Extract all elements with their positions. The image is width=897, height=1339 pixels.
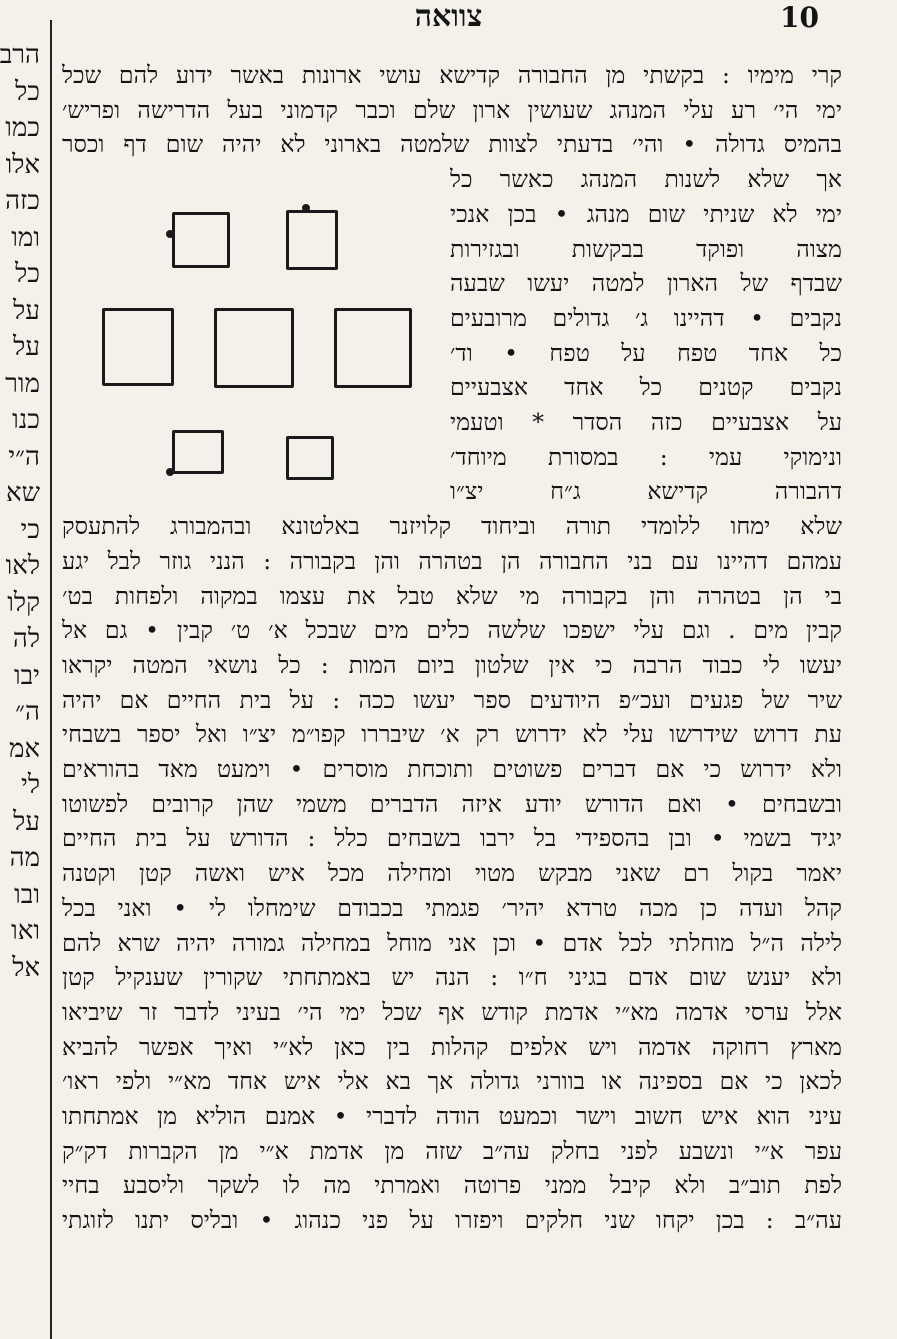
fragment-word: ואו	[11, 916, 40, 946]
fragment-word: אלו	[5, 149, 40, 180]
fragment-word: כי	[20, 514, 40, 545]
fragment-word: אל	[12, 952, 40, 983]
fragment-word: כזה	[5, 186, 40, 216]
small-hole-top-left	[172, 212, 230, 268]
page-number: 10	[780, 1, 819, 34]
text-line: ובשבחים • ואם הדורש יודע איזה הדברים משמי שהן קרובים לפשוטו	[62, 789, 842, 818]
text-line: אלל ערסי אדמה מא״י אדמת קודש אף שכל ימי הי׳ בעיני לדבר זר שיביאו	[62, 997, 842, 1026]
fragment-word: ובו	[14, 879, 40, 910]
large-hole-right	[334, 308, 412, 388]
fragment-word: מה	[9, 843, 40, 873]
text-line: עה״ב : בכן יקחו שני חלקים ויפזרו על פני כנהוג • ובליס יתנו לזוגתי	[62, 1206, 842, 1235]
mark-dot	[166, 230, 174, 238]
fragment-word: הרב	[0, 40, 40, 70]
fragment-word: שא	[5, 478, 40, 508]
text-line: מצוה ופוקד בבקשות ובגזירות	[450, 234, 842, 263]
fragment-word: על	[13, 332, 40, 362]
text-line: בי הן בטהרה והן בקבורה מי שלא טבל את עצמו במקוה ולפחות בט׳	[62, 581, 842, 610]
text-line: לילה ה״ל מוחלתי לכל אדם • וכן אני מוחל במחילה גמורה יהיה שרא להם	[62, 928, 842, 957]
small-hole-bottom-right	[286, 436, 334, 480]
running-title: צוואה	[414, 0, 483, 34]
text-line: ולא ידרוש כי אם דברים פשוטים ותוכחת מוסרים • וימעט מאד בהוראים	[62, 755, 842, 783]
large-hole-left	[102, 308, 174, 386]
column-divider	[50, 20, 52, 1339]
text-line: ימי לא שניתי שום מנהג • בכן אנכי	[450, 199, 842, 228]
text-line: לכאן כי אם בספינה או בוורני גדולה אך בא אלי איש אחד מא״י ולפי ראו׳	[62, 1067, 842, 1096]
fragment-word: ה״	[15, 697, 40, 727]
text-line: עיני הוא איש חשוב וישר וכמעט הודה לדברי • אמנם הוליא מן אמתחתו	[62, 1102, 842, 1130]
fragment-word: לאו	[5, 551, 40, 581]
large-hole-middle	[214, 308, 294, 388]
text-line: ולא יענש שום אדם בגיני ח״ו : הנה יש באמתחתי שקורין שענקיל קטן	[62, 963, 842, 992]
fragment-word: ה״י	[8, 441, 40, 472]
text-line: על אצבעיים כזה הסדר * וטעמי	[450, 408, 842, 436]
text-line: נקבים קטנים כל אחד אצבעיים	[450, 373, 842, 402]
fragment-word: ומו	[11, 222, 40, 253]
text-line: כל אחד טפח על טפח • וד׳	[450, 338, 842, 367]
text-line: יאמר בקול רם שאני מבקש מטוי ומחילה מכל איש ואשה קטן וקטנה	[62, 859, 842, 888]
text-line: שבדף של הארון למטה יעשו שבעה	[450, 269, 842, 298]
small-hole-top-right	[286, 210, 338, 270]
mark-dot	[302, 204, 310, 212]
text-line: ונימוקי עמי : במסורת מיוחד׳	[450, 442, 842, 471]
text-line: עת דרוש שידרשו עלי לא ידרוש רק א׳ שיבררו קפו״מ יצ״ו ואל יספר בשבחי	[62, 720, 842, 749]
text-line: קבין מים . וגם עלי ישפכו שלשה כלים מים שבכל א׳ ט׳ קבין • גם אל	[62, 616, 842, 645]
text-line: קהל ועדה כן מכה טרדא יהיר׳ פגמתי בכבודם שימחלו לי • ואני בכל	[62, 893, 842, 922]
text-line: עמהם דהיינו עם בני החבורה הן בטהרה והן בקבורה : הנני גוזר לבל יגע	[62, 546, 842, 575]
text-line: שלא ימחו ללומדי תורה וביחוד קלויזנר באלטונא ובהמבורג להתעסק	[62, 512, 842, 541]
text-line: יעשו לי כבוד הרבה כי אין שלטון ביום המות : כל נושאי המטה יקראו	[62, 650, 842, 679]
boards-diagram	[90, 190, 440, 490]
fragment-word: על	[13, 806, 40, 837]
text-line: נקבים • דהיינו ג׳ גדולים מרובעים	[450, 303, 842, 332]
text-line: שיר של פגעים ועכ״פ היודעים ספר יעשו ככה : על בית החיים אם יהיה	[62, 685, 842, 714]
mark-dot	[166, 468, 174, 476]
fragment-word: כנו	[12, 405, 40, 435]
text-line: לפת תוב״ב ולא קיבל ממני פרוטה ואמרתי מה לו לשקר וליסבע בחיי	[62, 1171, 842, 1200]
text-line: ימי הי׳ רע עלי המנהג שעושין ארון שלם וכבר קדמוני בעל הדרישה ופריש׳	[62, 95, 842, 124]
text-line: עפר א״י ונשבע לפני בחלק עה״ב שזה מן אדמת א״י מן הקברות דק״ק	[62, 1136, 842, 1165]
text-line: יגיד בשמי • ובן בהספידי בל ירבו בשבחים כלל : הדורש על בית החיים	[62, 824, 842, 853]
text-line: דהבורה קדישא ג״ח יצ״ו	[450, 477, 842, 506]
text-line: אך שלא לשנות המנהג כאשר כל	[450, 165, 842, 194]
fragment-word: מור	[5, 368, 40, 399]
text-line: בהמיס גדולה • והי׳ בדעתי לצוות שלמטה בארוני לא יהיה שום דף וכסר	[62, 130, 842, 159]
fragment-word: לי	[21, 770, 40, 800]
fragment-word: קלו	[7, 587, 40, 618]
fragment-word: אמ	[8, 733, 40, 764]
small-hole-bottom-left	[172, 430, 224, 474]
fragment-word: כל	[15, 259, 40, 289]
text-line: מארץ רחוקה אדמה ויש אלפים קהלות בין כאן לא״י ואיך אפשר להביא	[62, 1032, 842, 1061]
fragment-word: כמו	[5, 113, 40, 143]
adjacent-page-fragment	[0, 40, 44, 1000]
text-line: קרי מימיו : בקשתי מן החבורה קדישא עושי ארונות באשר ידוע להם שכל	[62, 61, 842, 89]
fragment-word: כל	[15, 76, 40, 107]
fragment-word: יבו	[14, 660, 40, 691]
fragment-word: על	[13, 295, 40, 326]
fragment-word: לה	[12, 624, 40, 654]
